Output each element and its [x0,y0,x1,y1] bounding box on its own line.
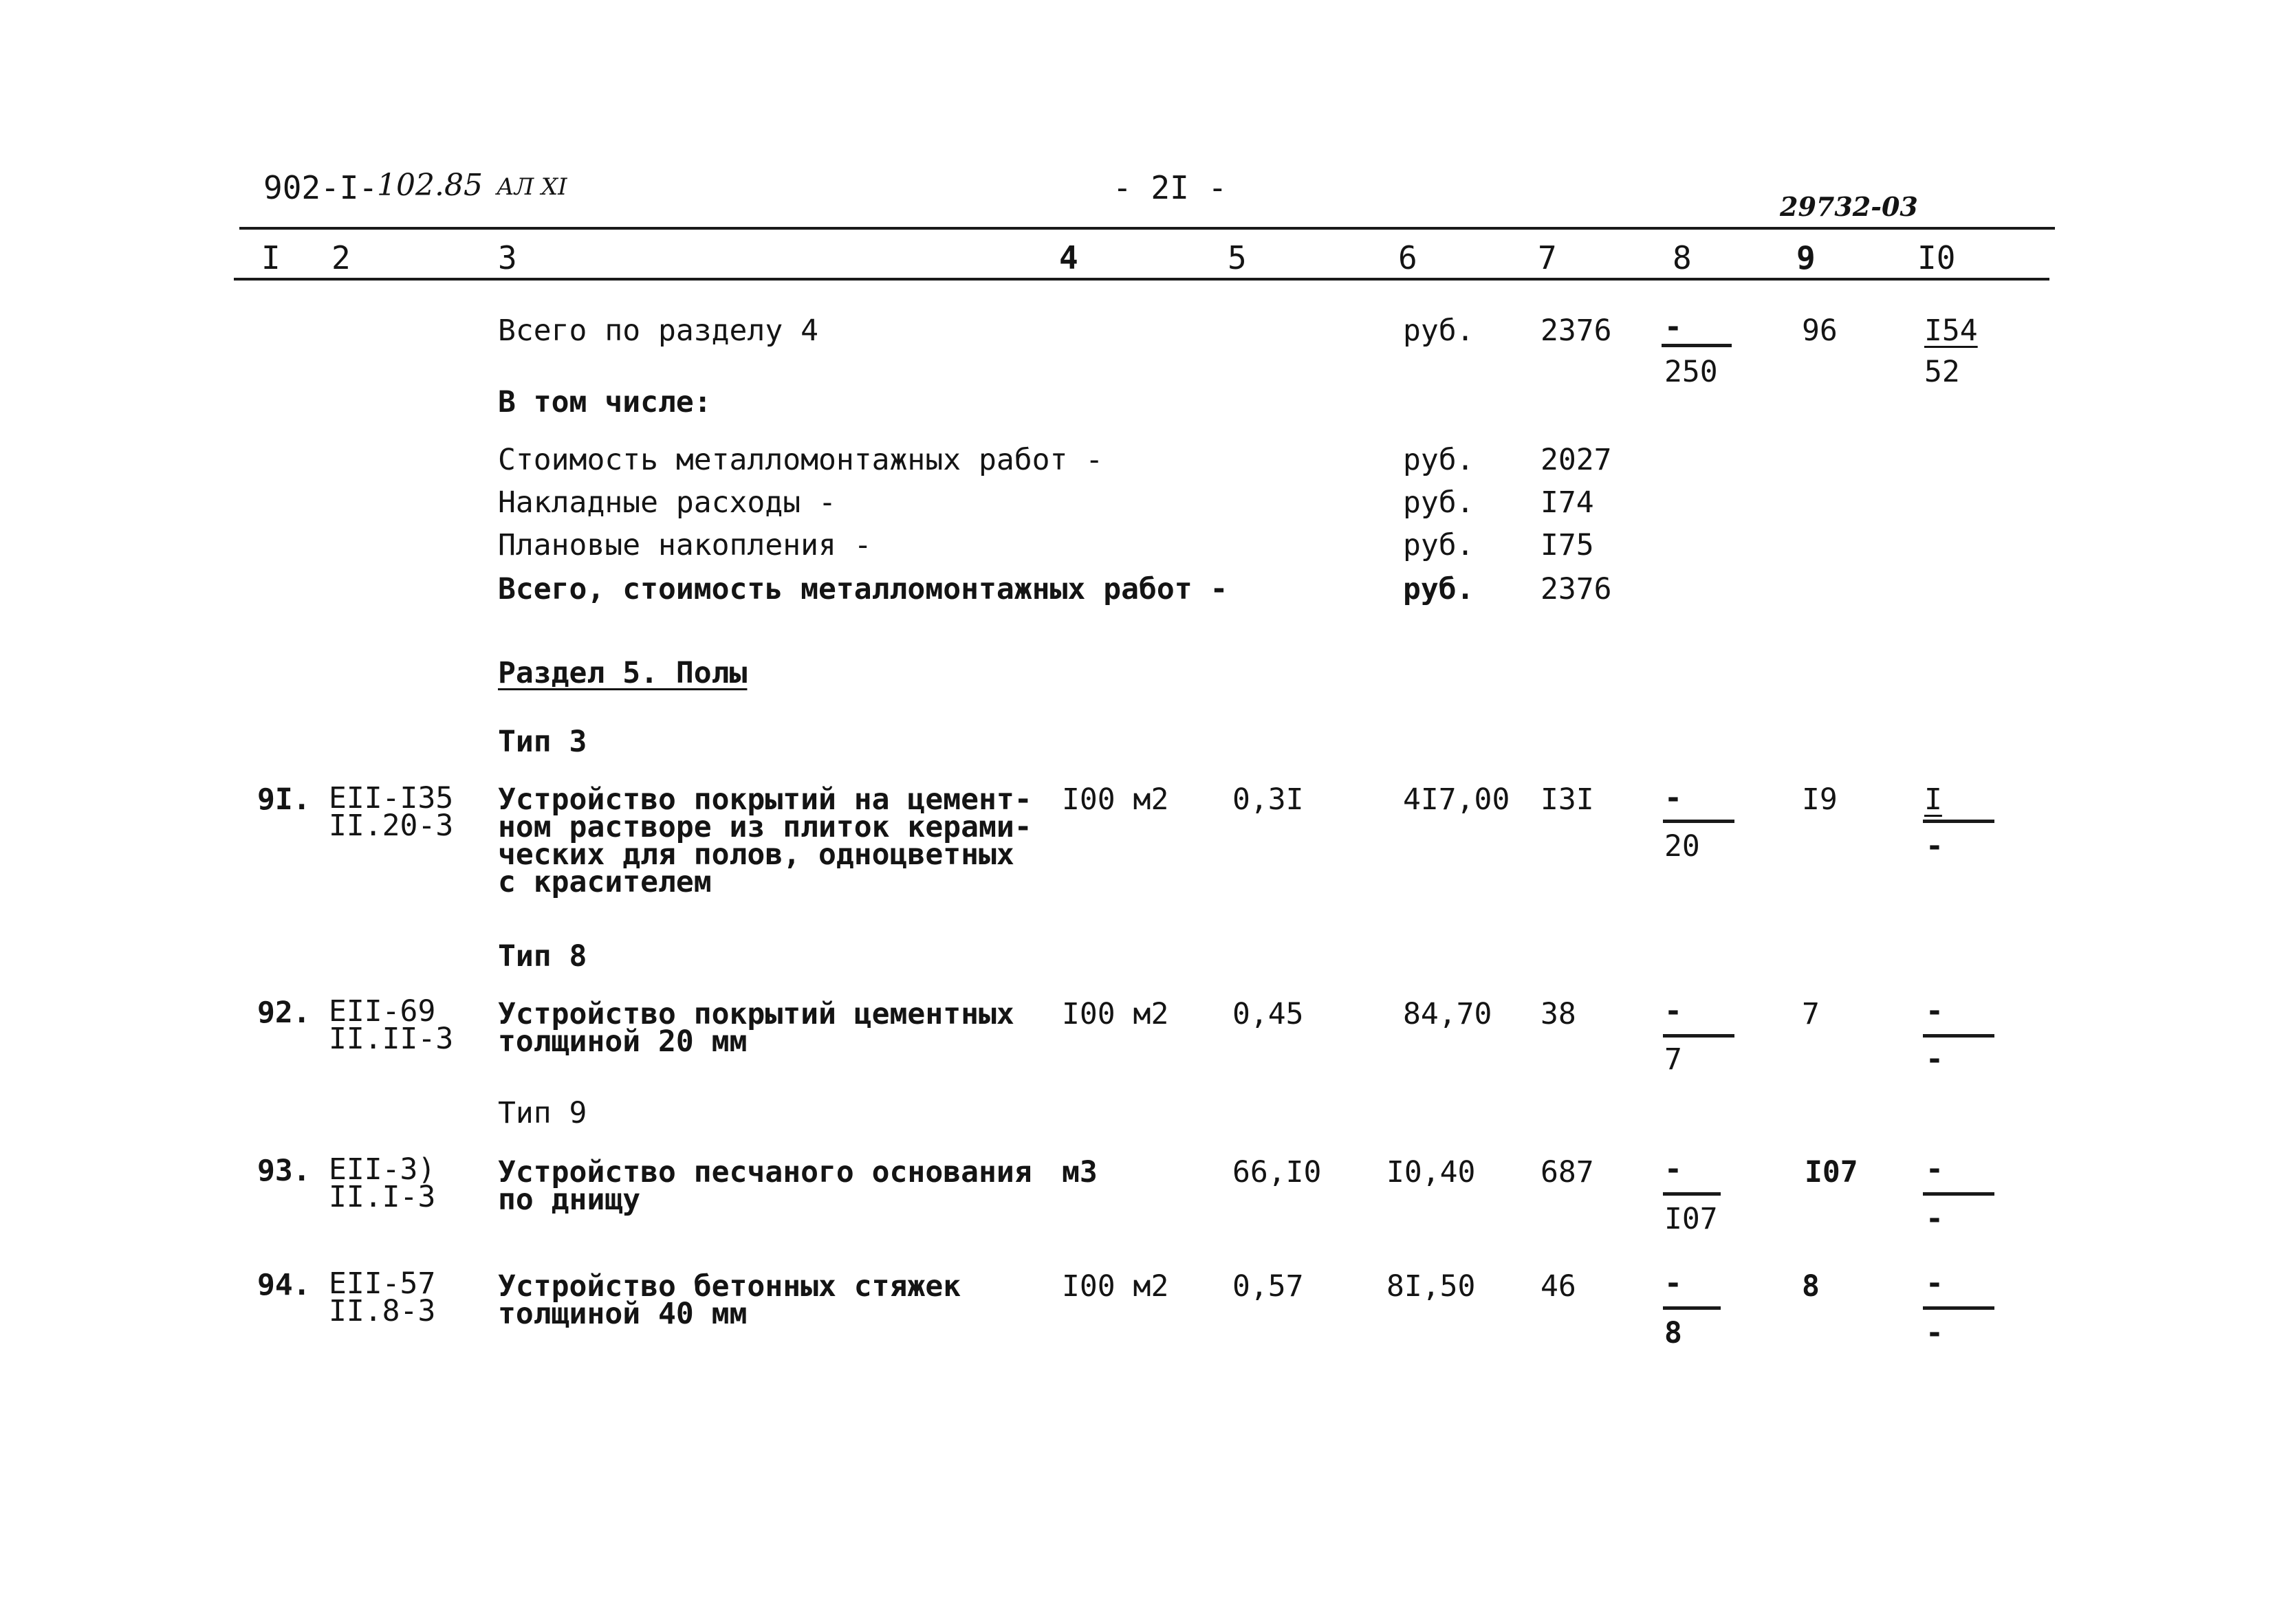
row-quantity: 0,3I [1232,782,1304,817]
row-total: 687 [1541,1155,1594,1189]
row-number: 94. [257,1268,311,1302]
row-col9: 8 [1802,1269,1820,1304]
row-col10-fraction-bar [1923,1034,1994,1038]
type-label: Тип 9 [498,1096,587,1130]
col-header-10: I0 [1917,239,1956,276]
summary-line-unit: руб. [1403,443,1474,477]
row-description-line: с красителем [498,865,712,899]
row-total: 46 [1541,1269,1576,1304]
col-header-8: 8 [1673,239,1692,276]
row-code: ЕII-69 [329,994,436,1029]
row-col10-fraction-bar [1923,1306,1994,1310]
total-value: 2376 [1541,314,1612,348]
total-col10-top: I54 [1924,314,1978,348]
row-unit: I00 м2 [1062,997,1169,1031]
row-unit-price: 8I,50 [1386,1269,1476,1304]
row-unit: м3 [1062,1155,1098,1189]
doc-code-prefix: 902-I- [263,169,378,206]
row-col8-bottom: I07 [1664,1202,1718,1236]
row-total: 38 [1541,997,1576,1031]
row-unit-price: 4I7,00 [1403,782,1510,817]
col-header-4: 4 [1059,239,1078,276]
page-number: - 2I - [1113,169,1228,206]
doc-code-handwritten: 102.85 [377,168,483,203]
row-code: ЕII-3) [329,1152,436,1187]
row-unit: I00 м2 [1062,782,1169,817]
row-col8-fraction-bar [1663,1192,1721,1196]
row-description-line: Устройство покрытий цементных [498,997,1014,1031]
summary-line-label: Всего, стоимость металломонтажных работ - [498,572,1228,606]
row-unit-price: I0,40 [1386,1155,1476,1189]
summary-line-value: I75 [1541,528,1594,562]
row-col10-top: - [1926,994,1944,1029]
column-header-rule [234,278,2049,281]
summary-line-unit: руб. [1403,528,1474,562]
summary-line-unit: руб. [1403,572,1474,606]
row-code-secondary: II.I-3 [329,1180,436,1214]
row-col8-fraction-bar [1663,1034,1734,1038]
row-quantity: 0,57 [1232,1269,1304,1304]
col-header-2: 2 [331,239,351,276]
row-quantity: 66,I0 [1232,1155,1322,1189]
row-description-line: Устройство бетонных стяжек [498,1269,961,1304]
summary-line-label: Плановые накопления - [498,528,872,562]
summary-line-value: 2027 [1541,443,1612,477]
col-header-3: 3 [498,239,517,276]
row-col8-top: - [1664,1152,1682,1187]
row-col10-fraction-bar [1923,1192,1994,1196]
col-header-1: I [261,239,281,276]
row-col10-top: - [1926,1266,1944,1301]
row-col10-bottom: - [1926,1042,1944,1077]
col-header-9: 9 [1796,239,1816,276]
total-col8-bottom: 250 [1664,355,1718,389]
stamp-code: 29732-03 [1780,191,1918,222]
row-col10-top: - [1926,1152,1944,1187]
total-col8-top: - [1664,310,1682,344]
row-number: 9I. [257,782,311,817]
type-label: Тип 8 [498,939,587,974]
row-col9: I9 [1802,782,1838,817]
row-code: ЕII-57 [329,1266,436,1301]
total-label: Всего по разделу 4 [498,314,818,348]
summary-line-value: I74 [1541,485,1594,520]
row-col9: 7 [1802,997,1820,1031]
section-title: Раздел 5. Полы [498,656,748,690]
row-col10-bottom: - [1926,829,1944,864]
row-col8-bottom: 20 [1664,829,1700,864]
summary-line-unit: руб. [1403,485,1474,520]
row-col8-top: - [1664,781,1682,815]
row-col10-bottom: - [1926,1202,1944,1236]
row-quantity: 0,45 [1232,997,1304,1031]
row-description-line: ном растворе из плиток керами- [498,810,1032,844]
row-col8-fraction-bar [1663,820,1734,823]
row-code-secondary: II.20-3 [329,809,454,843]
doc-suffix-handwritten: АЛ XI [497,173,567,201]
row-col8-top: - [1664,1266,1682,1301]
col-header-5: 5 [1228,239,1247,276]
total-col8-fraction-bar [1662,344,1732,347]
total-col9: 96 [1802,314,1838,348]
row-number: 93. [257,1154,311,1188]
row-description-line: ческих для полов, одноцветных [498,837,1014,872]
including-label: В том числе: [498,385,712,419]
row-number: 92. [257,996,311,1030]
row-col10-fraction-bar [1923,820,1994,823]
total-unit: руб. [1403,314,1474,348]
row-code: ЕII-I35 [329,781,454,815]
row-description-line: по днищу [498,1183,641,1217]
col-header-6: 6 [1398,239,1417,276]
type-label: Тип 3 [498,725,587,759]
total-col10-bottom: 52 [1924,355,1960,389]
row-description-line: толщиной 40 мм [498,1297,748,1331]
row-code-secondary: II.II-3 [329,1022,454,1056]
row-description-line: толщиной 20 мм [498,1024,748,1059]
row-col8-bottom: 8 [1664,1316,1682,1350]
row-col10-top: I [1924,782,1942,817]
row-col8-fraction-bar [1663,1306,1721,1310]
summary-line-label: Накладные расходы - [498,485,836,520]
summary-line-value: 2376 [1541,572,1612,606]
row-col10-bottom: - [1926,1316,1944,1350]
row-description-line: Устройство песчаного основания [498,1155,1032,1189]
row-description-line: Устройство покрытий на цемент- [498,782,1032,817]
row-unit-price: 84,70 [1403,997,1492,1031]
row-code-secondary: II.8-3 [329,1294,436,1328]
col-header-7: 7 [1538,239,1557,276]
row-unit: I00 м2 [1062,1269,1169,1304]
row-col8-bottom: 7 [1664,1042,1682,1077]
table-top-rule [239,227,2055,230]
summary-line-label: Стоимость металломонтажных работ - [498,443,1104,477]
row-col9: I07 [1805,1155,1858,1189]
row-col8-top: - [1664,994,1682,1029]
row-total: I3I [1541,782,1594,817]
